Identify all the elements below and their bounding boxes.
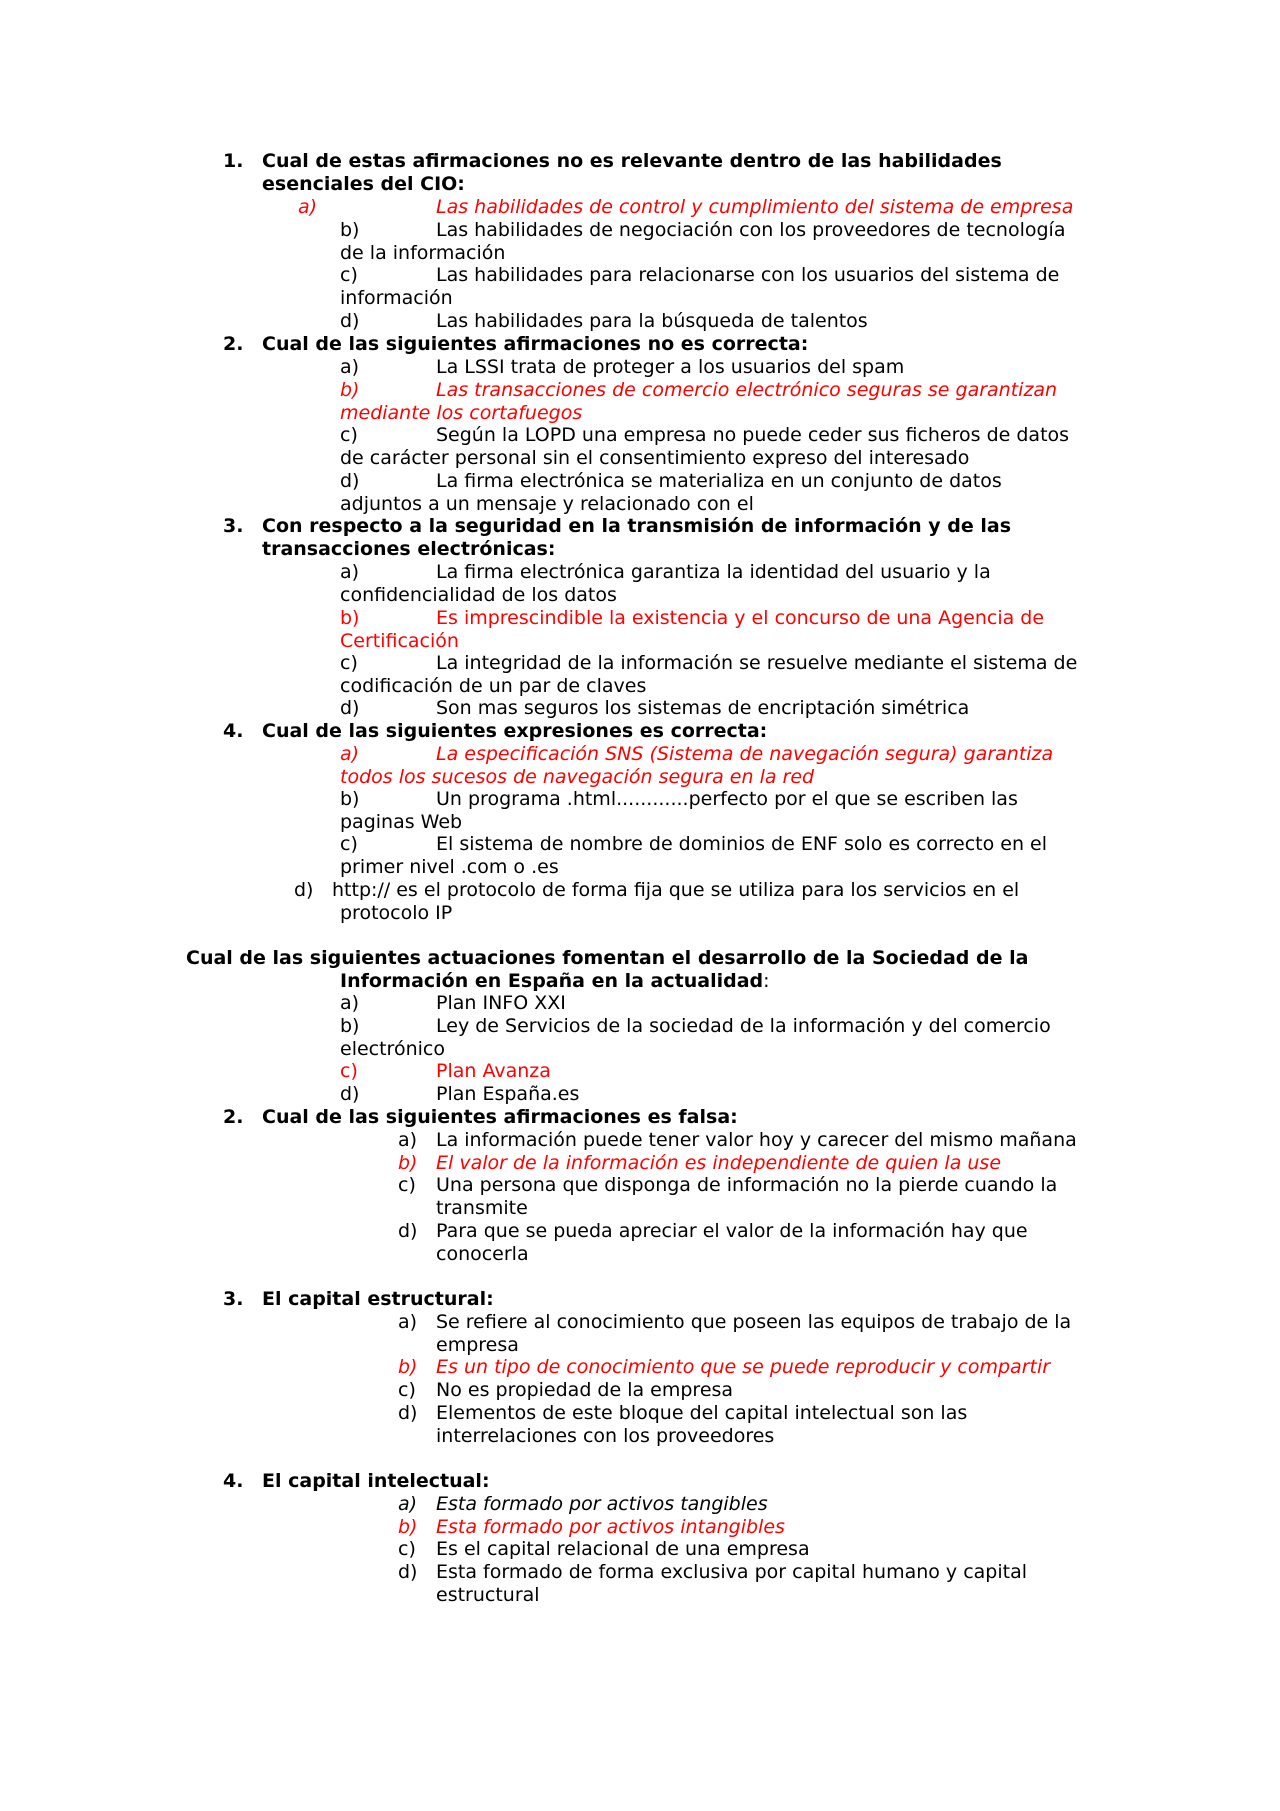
answer-a	[398, 1493, 1118, 1516]
answer-b	[340, 788, 1100, 833]
answer-a	[398, 1311, 1098, 1356]
question-3	[0, 515, 1280, 561]
answer-text-continued: adjuntos a un mensaje y relacionado con el	[340, 492, 754, 515]
answer-text-continued: confidencialidad de los datos	[340, 583, 617, 606]
answer-label: b)	[398, 1356, 418, 1378]
question-title: Cual de las siguientes afirmaciones es falsa:	[262, 1106, 738, 1128]
answer-b	[398, 1152, 1118, 1175]
question-title: Cual de las siguientes expresiones es correcta:	[262, 720, 768, 742]
answer-label-a: a)	[298, 196, 318, 218]
answer-text-a: Las habilidades de control y cumplimiento del sistema de empresa	[436, 196, 1074, 218]
answer-text: Es el capital relacional de una empresa	[436, 1538, 810, 1560]
answer-text: Una persona que disponga de información no la pierde cuando la transmite	[436, 1174, 1058, 1219]
question-number: 3.	[223, 1288, 244, 1310]
answer-label: b)	[398, 1152, 418, 1174]
answer-c	[398, 1538, 1118, 1561]
answer-text: Elementos de este bloque del capital intelectual son las interrelaciones con los proveedores	[436, 1402, 968, 1447]
answer-label: b)	[340, 379, 360, 401]
answer-label: c)	[340, 424, 358, 446]
answer-text: El sistema de nombre de dominios de ENF solo es correcto en el	[436, 833, 1048, 855]
answer-label: a)	[398, 1493, 418, 1515]
answer-b	[340, 219, 1100, 264]
question-7	[0, 1288, 1280, 1311]
answer-a	[340, 743, 1100, 788]
answer-label: c)	[340, 833, 358, 855]
answer-label: d)	[340, 310, 360, 332]
answer-text: No es propiedad de la empresa	[436, 1379, 734, 1401]
answer-text-continued: de carácter personal sin el consentimiento expreso del interesado	[340, 446, 970, 469]
answer-text: La información puede tener valor hoy y carecer del mismo mañana	[436, 1129, 1077, 1151]
answer-text: Las habilidades para relacionarse con los usuarios del sistema de	[436, 264, 1060, 286]
answer-label: d)	[340, 1083, 360, 1105]
answer-d	[398, 1561, 1038, 1606]
answer-label-d: d)	[294, 879, 314, 901]
answer-text: La LSSI trata de proteger a los usuarios del spam	[436, 356, 905, 378]
question-title: Cual de las siguientes afirmaciones no es correcta:	[262, 333, 809, 355]
answer-c	[340, 652, 1100, 697]
answer-label: c)	[340, 652, 358, 674]
answer-c	[398, 1174, 1098, 1219]
answer-text: Son mas seguros los sistemas de encriptación simétrica	[436, 697, 970, 719]
answer-text: Esta formado por activos intangibles	[436, 1516, 785, 1538]
answer-label: a)	[340, 561, 360, 583]
answer-c	[340, 424, 1100, 469]
answer-text-continued: codificación de un par de claves	[340, 674, 647, 697]
answer-text-d: http:// es el protocolo de forma fija que se utiliza para los servicios en el	[332, 879, 1020, 901]
answer-text: Plan INFO XXI	[436, 992, 566, 1014]
answer-text: Las transacciones de comercio electrónico seguras se garantizan	[436, 379, 1058, 401]
question-title: El capital estructural:	[262, 1288, 494, 1310]
answer-text: Un programa .html............perfecto por el que se escriben las	[436, 788, 1018, 810]
question-number: 3.	[223, 515, 244, 537]
answer-a	[340, 356, 1100, 379]
question-number: 2.	[223, 333, 244, 355]
answer-label: c)	[340, 264, 358, 286]
answer-text: Según la LOPD una empresa no puede ceder sus ficheros de datos	[436, 424, 1070, 446]
question-title: Cual de las siguientes actuaciones fomentan el desarrollo de la Sociedad de la	[186, 947, 1029, 969]
answer-text: Para que se pueda apreciar el valor de la información hay que conocerla	[436, 1220, 1028, 1265]
answer-label: b)	[340, 607, 360, 629]
answer-text: La firma electrónica garantiza la identidad del usuario y la	[436, 561, 991, 583]
question-title: Con respecto a la seguridad en la transmisión de información y de las transacciones electrónicas:	[262, 515, 1012, 560]
answer-d	[398, 1402, 1038, 1447]
answer-text-continued: todos los sucesos de navegación segura en la red	[340, 765, 815, 788]
answer-label: c)	[398, 1379, 416, 1401]
answer-text-continued: información	[340, 286, 453, 309]
answer-label: d)	[340, 697, 360, 719]
answer-text: El valor de la información es independiente de quien la use	[436, 1152, 1002, 1174]
answer-label: d)	[398, 1402, 418, 1424]
answer-d	[340, 470, 1100, 515]
answer-c	[340, 833, 1100, 878]
answer-label: b)	[398, 1516, 418, 1538]
answer-label: c)	[398, 1174, 416, 1196]
answer-b	[398, 1516, 1118, 1539]
answer-c	[340, 264, 1100, 309]
answer-b	[340, 1015, 1100, 1060]
answer-text: Es un tipo de conocimiento que se puede reproducir y compartir	[436, 1356, 1051, 1378]
question-title: Cual de estas afirmaciones no es relevante dentro de las habilidades esenciales del CIO:	[262, 150, 1002, 195]
answer-label: d)	[398, 1220, 418, 1242]
answer-label: a)	[340, 743, 360, 765]
answer-text: La especificación SNS (Sistema de navegación segura) garantiza	[436, 743, 1054, 765]
answer-text-continued: de la información	[340, 241, 506, 264]
answer-b	[398, 1356, 1118, 1379]
answer-label: b)	[340, 788, 360, 810]
answer-label: a)	[398, 1311, 418, 1333]
answer-text-continued: primer nivel .com o .es	[340, 855, 559, 878]
answer-a	[398, 1129, 1118, 1152]
answer-text: Se refiere al conocimiento que poseen las equipos de trabajo de la empresa	[436, 1311, 1072, 1356]
answer-label: a)	[340, 356, 360, 378]
answer-d	[340, 310, 1100, 333]
answer-label: d)	[398, 1561, 418, 1583]
question-number: 1.	[223, 150, 244, 172]
answer-label: c)	[340, 1060, 358, 1082]
answer-text-continued: paginas Web	[340, 810, 463, 833]
answer-label: d)	[340, 470, 360, 492]
question-title-continued: Información en España en la actualidad	[340, 969, 764, 992]
answer-label: a)	[340, 992, 360, 1014]
question-number: 2.	[223, 1106, 244, 1128]
answer-text-d-continued: protocolo IP	[340, 902, 453, 924]
answer-text: Plan Avanza	[436, 1060, 551, 1082]
answer-text-continued: Certificación	[340, 629, 459, 652]
answer-text: Las habilidades de negociación con los proveedores de tecnología	[436, 219, 1066, 241]
answer-d	[340, 697, 1100, 720]
answer-label: b)	[340, 219, 360, 241]
answer-text: La integridad de la información se resuelve mediante el sistema de	[436, 652, 1078, 674]
answer-text: Es imprescindible la existencia y el concurso de una Agencia de	[436, 607, 1045, 629]
answer-text-continued: electrónico	[340, 1037, 445, 1060]
question-number: 4.	[223, 1470, 244, 1492]
answer-d	[340, 1083, 1100, 1106]
answer-d	[398, 1220, 1098, 1265]
question-8	[0, 1470, 1280, 1493]
question-title-colon: :	[763, 969, 770, 992]
answer-c	[398, 1379, 1118, 1402]
answer-text: Las habilidades para la búsqueda de talentos	[436, 310, 868, 332]
question-4	[0, 720, 1280, 743]
answer-b	[340, 379, 1100, 424]
answer-text: Esta formado por activos tangibles	[436, 1493, 768, 1515]
question-5	[186, 947, 1106, 992]
answer-a	[340, 992, 1100, 1015]
answer-b	[340, 607, 1100, 652]
answer-text-continued: mediante los cortafuegos	[340, 401, 583, 424]
answer-text: Plan España.es	[436, 1083, 580, 1105]
answer-text: Esta formado de forma exclusiva por capital humano y capital estructural	[436, 1561, 1028, 1606]
question-number: 4.	[223, 720, 244, 742]
answer-a	[340, 561, 1100, 606]
answer-text: Ley de Servicios de la sociedad de la información y del comercio	[436, 1015, 1051, 1037]
answer-c	[340, 1060, 1100, 1083]
answer-label: c)	[398, 1538, 416, 1560]
answer-label: b)	[340, 1015, 360, 1037]
answer-label: a)	[398, 1129, 418, 1151]
question-2	[0, 333, 1280, 356]
question-title: El capital intelectual:	[262, 1470, 490, 1492]
answer-text: La firma electrónica se materializa en un conjunto de datos	[436, 470, 1002, 492]
question-1	[0, 150, 1280, 196]
question-6	[0, 1106, 1280, 1129]
